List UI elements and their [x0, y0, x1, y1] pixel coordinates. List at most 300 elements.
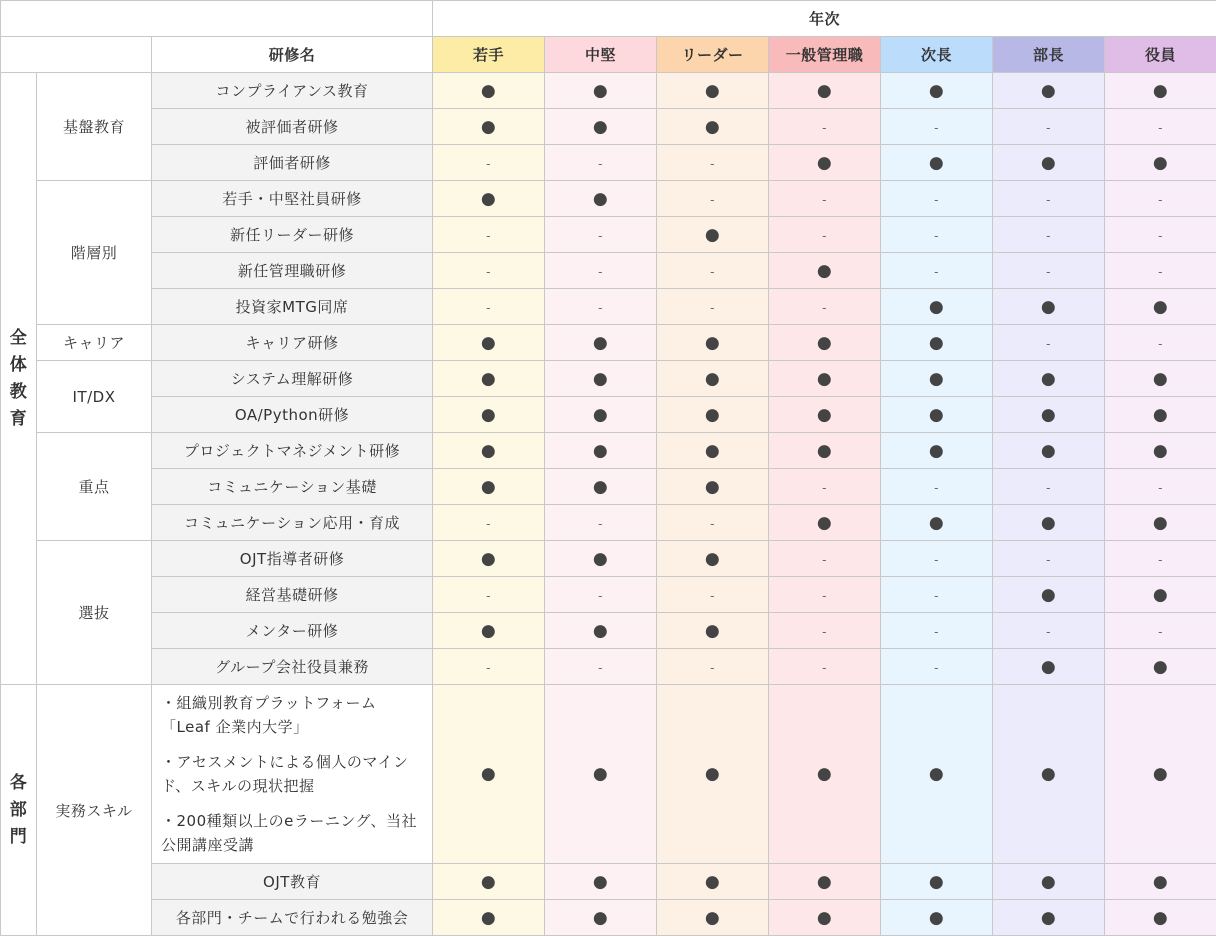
mark-dot: ● [929, 441, 944, 461]
table-row [1, 505, 1216, 541]
mark-dash: - [1158, 265, 1163, 279]
mark-dash: - [1046, 625, 1051, 639]
mark-cell [769, 145, 881, 181]
course-name-header: 研修名 [152, 37, 433, 73]
mark-cell [881, 649, 993, 685]
mark-cell [881, 73, 993, 109]
mark-dot: ● [817, 369, 832, 389]
mark-cell [993, 864, 1105, 900]
mark-cell [993, 505, 1105, 541]
mark-cell [993, 433, 1105, 469]
mark-dot: ● [1153, 405, 1168, 425]
mark-dot: ● [481, 117, 496, 137]
course-name: メンター研修 [152, 613, 433, 649]
mark-dot: ● [1041, 585, 1056, 605]
course-name: 各部門・チームで行われる勉強会 [152, 900, 433, 936]
course-name: 投資家MTG同席 [152, 289, 433, 325]
mark-dash: - [934, 553, 939, 567]
mark-dot: ● [1153, 908, 1168, 928]
mark-dash: - [934, 481, 939, 495]
category-label: 階層別 [37, 181, 152, 325]
mark-cell [657, 397, 769, 433]
mark-cell [1105, 73, 1216, 109]
mark-cell [433, 289, 545, 325]
mark-dash: - [934, 589, 939, 603]
mark-dash: - [486, 589, 491, 603]
mark-cell [657, 577, 769, 613]
mark-dot: ● [817, 333, 832, 353]
mark-cell [993, 613, 1105, 649]
mark-dot: ● [593, 441, 608, 461]
mark-cell [769, 469, 881, 505]
mark-cell [993, 685, 1105, 864]
mark-cell [993, 73, 1105, 109]
table-row [1, 325, 1216, 361]
mark-dot: ● [705, 764, 720, 784]
course-name: コミュニケーション応用・育成 [152, 505, 433, 541]
mark-dot: ● [481, 405, 496, 425]
mark-dash: - [598, 301, 603, 315]
mark-cell [433, 577, 545, 613]
header-blank-2 [1, 37, 152, 73]
table-row [1, 217, 1216, 253]
mark-cell [545, 361, 657, 397]
mark-dot: ● [593, 621, 608, 641]
mark-dash: - [1046, 265, 1051, 279]
mark-cell [433, 325, 545, 361]
mark-cell [433, 361, 545, 397]
mark-dot: ● [1153, 153, 1168, 173]
mark-dash: - [934, 625, 939, 639]
mark-cell [1105, 505, 1216, 541]
table-row [1, 397, 1216, 433]
mark-cell [881, 109, 993, 145]
course-name: OJT指導者研修 [152, 541, 433, 577]
mark-dot: ● [705, 908, 720, 928]
mark-cell [881, 541, 993, 577]
course-name: コンプライアンス教育 [152, 73, 433, 109]
mark-dash: - [1046, 481, 1051, 495]
mark-dot: ● [593, 333, 608, 353]
course-name: 新任リーダー研修 [152, 217, 433, 253]
mark-dot: ● [705, 872, 720, 892]
mark-dot: ● [929, 908, 944, 928]
mark-dot: ● [593, 908, 608, 928]
mark-cell [657, 109, 769, 145]
mark-cell [545, 109, 657, 145]
mark-dash: - [710, 265, 715, 279]
mark-cell [433, 433, 545, 469]
course-name: 評価者研修 [152, 145, 433, 181]
mark-cell [993, 253, 1105, 289]
course-name: グループ会社役員兼務 [152, 649, 433, 685]
mark-cell [993, 145, 1105, 181]
mark-dot: ● [593, 477, 608, 497]
mark-cell [433, 541, 545, 577]
mark-cell [1105, 109, 1216, 145]
mark-dot: ● [481, 333, 496, 353]
mark-dot: ● [1153, 657, 1168, 677]
mark-cell [769, 217, 881, 253]
section-label-char: 全 [10, 328, 28, 348]
category-label: 基盤教育 [37, 73, 152, 181]
mark-cell [769, 181, 881, 217]
category-label: IT/DX [37, 361, 152, 433]
mark-cell [769, 541, 881, 577]
mark-cell [993, 325, 1105, 361]
mark-cell [1105, 289, 1216, 325]
mark-cell [1105, 253, 1216, 289]
mark-dot: ● [593, 549, 608, 569]
header-row-columns [1, 37, 1216, 73]
mark-dot: ● [481, 477, 496, 497]
mark-cell [881, 181, 993, 217]
table-row [1, 577, 1216, 613]
mark-dot: ● [705, 549, 720, 569]
mark-dash: - [1046, 121, 1051, 135]
mark-dash: - [486, 301, 491, 315]
mark-dot: ● [481, 369, 496, 389]
mark-cell [881, 361, 993, 397]
column-header: 中堅 [545, 37, 657, 73]
table-row [1, 864, 1216, 900]
mark-cell [1105, 397, 1216, 433]
mark-dash: - [598, 661, 603, 675]
mark-dot: ● [593, 872, 608, 892]
mark-cell [545, 433, 657, 469]
header-blank [1, 1, 433, 37]
mark-dash: - [822, 661, 827, 675]
mark-dash: - [1158, 481, 1163, 495]
mark-dot: ● [1041, 153, 1056, 173]
course-name: プロジェクトマネジメント研修 [152, 433, 433, 469]
column-header: 若手 [433, 37, 545, 73]
mark-cell [993, 217, 1105, 253]
mark-dot: ● [1041, 513, 1056, 533]
mark-dot: ● [705, 81, 720, 101]
mark-cell [769, 325, 881, 361]
mark-cell [433, 397, 545, 433]
mark-dot: ● [593, 189, 608, 209]
mark-cell [1105, 181, 1216, 217]
mark-cell [993, 649, 1105, 685]
category-label: 実務スキル [37, 685, 152, 936]
mark-cell [1105, 361, 1216, 397]
mark-cell [881, 469, 993, 505]
mark-dot: ● [817, 81, 832, 101]
mark-cell [769, 433, 881, 469]
mark-cell [433, 900, 545, 936]
mark-cell [545, 181, 657, 217]
mark-cell [1105, 900, 1216, 936]
mark-cell [657, 73, 769, 109]
mark-cell [1105, 613, 1216, 649]
mark-dash: - [822, 481, 827, 495]
mark-dot: ● [1041, 872, 1056, 892]
mark-cell [433, 145, 545, 181]
mark-dot: ● [929, 153, 944, 173]
mark-cell [993, 109, 1105, 145]
mark-cell [545, 289, 657, 325]
category-label: 重点 [37, 433, 152, 541]
mark-cell [657, 469, 769, 505]
mark-cell [545, 325, 657, 361]
mark-cell [881, 217, 993, 253]
mark-cell [881, 900, 993, 936]
mark-cell [993, 397, 1105, 433]
mark-cell [657, 900, 769, 936]
mark-dot: ● [705, 225, 720, 245]
mark-dot: ● [705, 117, 720, 137]
mark-cell [657, 505, 769, 541]
header-row-years [1, 1, 1216, 37]
mark-dot: ● [929, 369, 944, 389]
mark-dash: - [486, 229, 491, 243]
mark-dash: - [1158, 193, 1163, 207]
mark-dot: ● [929, 513, 944, 533]
mark-dash: - [934, 121, 939, 135]
mark-dot: ● [929, 81, 944, 101]
mark-cell [769, 649, 881, 685]
section-label-char: 門 [10, 827, 28, 847]
table-row [1, 181, 1216, 217]
mark-cell [657, 181, 769, 217]
mark-dot: ● [1041, 405, 1056, 425]
mark-cell [881, 289, 993, 325]
mark-cell [545, 397, 657, 433]
mark-cell [433, 685, 545, 864]
mark-cell [881, 145, 993, 181]
mark-cell [769, 864, 881, 900]
mark-cell [545, 613, 657, 649]
column-header: 役員 [1105, 37, 1216, 73]
mark-dot: ● [481, 441, 496, 461]
mark-dot: ● [929, 872, 944, 892]
mark-dot: ● [1041, 369, 1056, 389]
mark-dot: ● [1153, 81, 1168, 101]
mark-cell [545, 73, 657, 109]
column-header: 一般管理職 [769, 37, 881, 73]
section-label-char: 育 [10, 409, 28, 429]
mark-cell [993, 577, 1105, 613]
mark-cell [1105, 145, 1216, 181]
mark-cell [993, 469, 1105, 505]
course-name: OJT教育 [152, 864, 433, 900]
mark-dash: - [822, 193, 827, 207]
table-row [1, 361, 1216, 397]
mark-cell [433, 109, 545, 145]
mark-cell [1105, 541, 1216, 577]
mark-dash: - [598, 589, 603, 603]
table-row [1, 469, 1216, 505]
mark-dot: ● [1041, 908, 1056, 928]
mark-dash: - [934, 265, 939, 279]
mark-cell [769, 109, 881, 145]
mark-dot: ● [1153, 513, 1168, 533]
mark-cell [657, 217, 769, 253]
mark-dot: ● [1041, 657, 1056, 677]
table-row [1, 253, 1216, 289]
mark-dot: ● [593, 117, 608, 137]
mark-cell [545, 685, 657, 864]
mark-cell [545, 505, 657, 541]
mark-cell [1105, 685, 1216, 864]
mark-cell [433, 73, 545, 109]
mark-cell [769, 505, 881, 541]
mark-dash: - [710, 589, 715, 603]
category-label: キャリア [37, 325, 152, 361]
mark-cell [545, 253, 657, 289]
mark-cell [769, 73, 881, 109]
mark-cell [433, 253, 545, 289]
mark-cell [1105, 469, 1216, 505]
mark-cell [993, 900, 1105, 936]
mark-cell [545, 577, 657, 613]
mark-dot: ● [481, 621, 496, 641]
mark-cell [769, 253, 881, 289]
mark-dash: - [598, 157, 603, 171]
mark-cell [881, 613, 993, 649]
table-row [1, 289, 1216, 325]
mark-cell [881, 577, 993, 613]
mark-dot: ● [1041, 441, 1056, 461]
table-row [1, 73, 1216, 109]
mark-dot: ● [481, 872, 496, 892]
mark-dash: - [822, 301, 827, 315]
mark-dot: ● [817, 261, 832, 281]
mark-dash: - [486, 661, 491, 675]
mark-dot: ● [1041, 297, 1056, 317]
year-header: 年次 [433, 1, 1216, 37]
bullet-item: ・組織別教育プラットフォーム「Leaf 企業内大学」 [161, 691, 422, 739]
mark-cell [769, 900, 881, 936]
mark-cell [657, 433, 769, 469]
mark-cell [545, 217, 657, 253]
mark-dash: - [1046, 229, 1051, 243]
mark-cell [769, 685, 881, 864]
table-row [1, 433, 1216, 469]
mark-dot: ● [481, 549, 496, 569]
mark-cell [993, 541, 1105, 577]
mark-dash: - [1158, 553, 1163, 567]
table-row [1, 900, 1216, 936]
table-row [1, 685, 1216, 864]
mark-dot: ● [593, 369, 608, 389]
mark-dot: ● [705, 369, 720, 389]
mark-dash: - [934, 229, 939, 243]
mark-cell [1105, 864, 1216, 900]
mark-cell [433, 649, 545, 685]
mark-dash: - [1046, 553, 1051, 567]
mark-dot: ● [817, 153, 832, 173]
mark-dash: - [1046, 337, 1051, 351]
mark-dot: ● [929, 764, 944, 784]
mark-cell [1105, 649, 1216, 685]
mark-cell [881, 505, 993, 541]
mark-dot: ● [1041, 81, 1056, 101]
mark-cell [657, 613, 769, 649]
mark-cell [545, 469, 657, 505]
mark-dot: ● [705, 441, 720, 461]
mark-dot: ● [705, 477, 720, 497]
column-header: 次長 [881, 37, 993, 73]
mark-dot: ● [593, 405, 608, 425]
mark-cell [1105, 325, 1216, 361]
mark-cell [881, 685, 993, 864]
section-label-char: 各 [10, 773, 28, 793]
mark-cell [657, 325, 769, 361]
mark-dot: ● [929, 333, 944, 353]
mark-dash: - [1158, 121, 1163, 135]
mark-dash: - [1158, 625, 1163, 639]
mark-dash: - [822, 121, 827, 135]
table-row [1, 613, 1216, 649]
mark-cell [993, 181, 1105, 217]
mark-cell [657, 361, 769, 397]
mark-dot: ● [1153, 441, 1168, 461]
section-label-char: 教 [10, 382, 28, 402]
mark-dash: - [710, 301, 715, 315]
mark-dot: ● [481, 189, 496, 209]
mark-dot: ● [817, 908, 832, 928]
mark-cell [657, 289, 769, 325]
mark-cell [1105, 577, 1216, 613]
mark-cell [433, 613, 545, 649]
mark-dot: ● [1153, 764, 1168, 784]
mark-cell [433, 864, 545, 900]
mark-cell [881, 253, 993, 289]
course-name: コミュニケーション基礎 [152, 469, 433, 505]
mark-cell [1105, 217, 1216, 253]
mark-dash: - [486, 157, 491, 171]
mark-cell [881, 864, 993, 900]
mark-dot: ● [481, 764, 496, 784]
mark-cell [433, 217, 545, 253]
mark-dash: - [710, 661, 715, 675]
mark-cell [545, 864, 657, 900]
mark-dot: ● [481, 908, 496, 928]
section-label [1, 73, 37, 685]
category-label: 選抜 [37, 541, 152, 685]
table-row [1, 541, 1216, 577]
mark-cell [657, 649, 769, 685]
course-name: 若手・中堅社員研修 [152, 181, 433, 217]
mark-cell [769, 289, 881, 325]
mark-dash: - [710, 157, 715, 171]
mark-dot: ● [929, 405, 944, 425]
mark-cell [433, 181, 545, 217]
mark-dash: - [598, 517, 603, 531]
mark-cell [657, 541, 769, 577]
mark-dash: - [710, 517, 715, 531]
mark-dash: - [1158, 229, 1163, 243]
mark-dot: ● [1153, 585, 1168, 605]
mark-cell [545, 649, 657, 685]
mark-cell [769, 361, 881, 397]
mark-dot: ● [593, 81, 608, 101]
mark-cell [657, 145, 769, 181]
mark-cell [433, 505, 545, 541]
course-name: 新任管理職研修 [152, 253, 433, 289]
bullet-item: ・200種類以上のeラーニング、当社公開講座受講 [161, 809, 422, 857]
mark-dash: - [822, 229, 827, 243]
mark-cell [433, 469, 545, 505]
mark-dash: - [1158, 337, 1163, 351]
mark-cell [769, 613, 881, 649]
course-name: 経営基礎研修 [152, 577, 433, 613]
table-row [1, 109, 1216, 145]
mark-cell [657, 864, 769, 900]
